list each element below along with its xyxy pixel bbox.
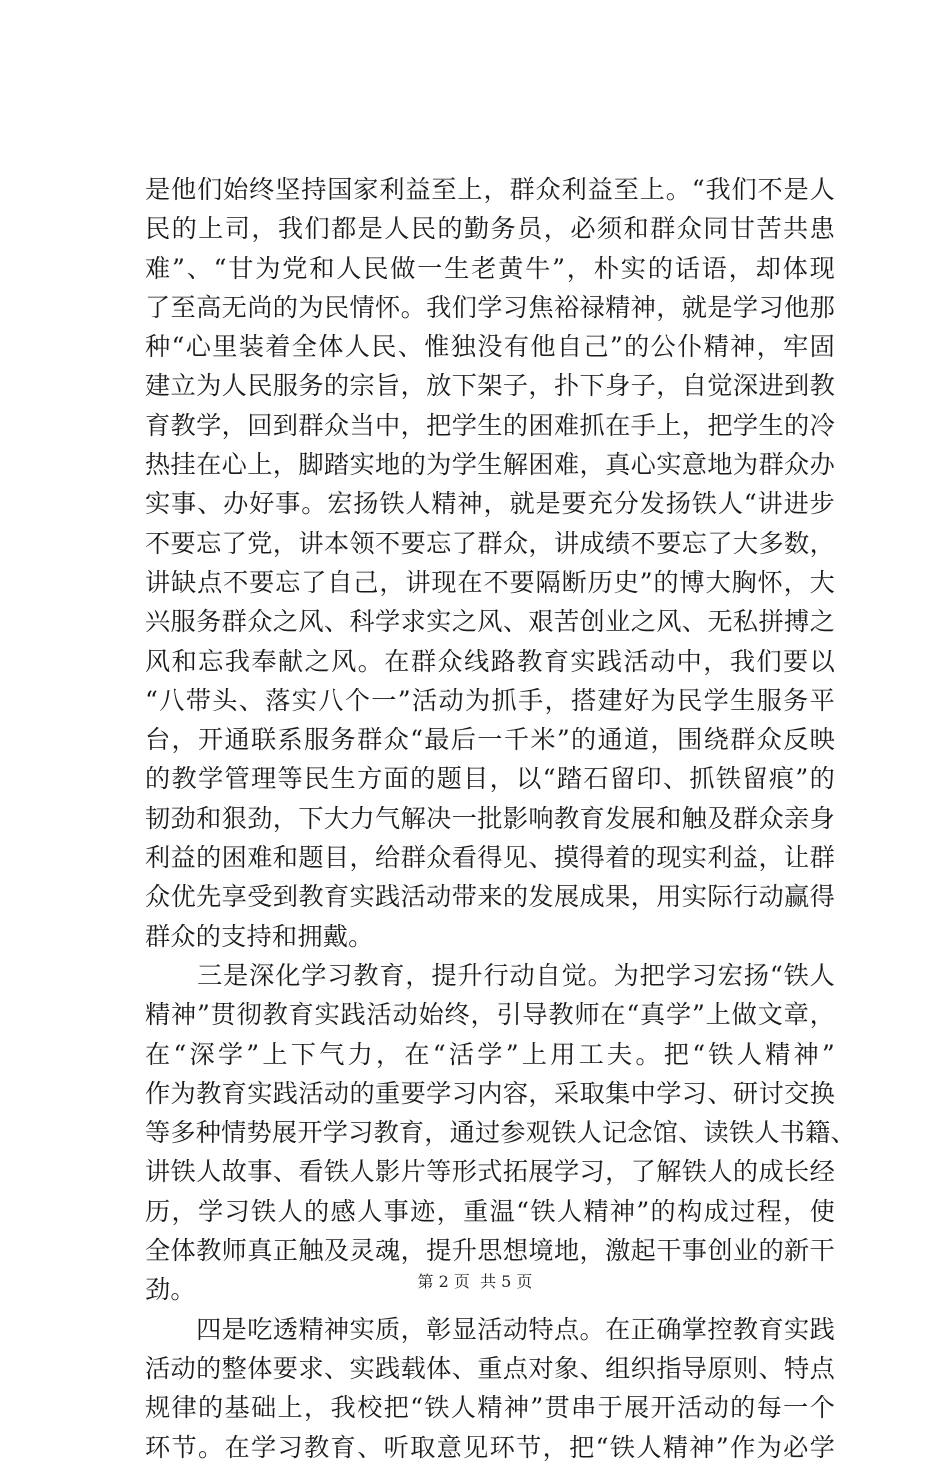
text-line: 利益的困难和题目，给群众看得见、摸得着的现实利益，让群 — [145, 843, 835, 873]
text-line: 实事、办好事。宏扬铁人精神，就是要充分发扬铁人“讲进步 — [145, 489, 835, 519]
text-line: 精神”贯彻教育实践活动始终，引导教师在“真学”上做文章， — [145, 1000, 835, 1030]
text-line: 难”、“甘为党和人民做一生老黄牛”，朴实的话语，却体现 — [145, 253, 835, 283]
text-line: 民的上司，我们都是人民的勤务员，必须和群众同甘苦共患 — [145, 214, 835, 244]
text-line: 讲铁人故事、看铁人影片等形式拓展学习，了解铁人的成长经 — [145, 1157, 835, 1187]
text-line: 规律的基础上，我校把“铁人精神”贯串于展开活动的每一个 — [145, 1393, 835, 1423]
text-line: 讲缺点不要忘了自己，讲现在不要隔断历史”的博大胸怀，大 — [145, 567, 835, 597]
text-line: 的教学管理等民生方面的题目，以“踏石留印、抓铁留痕”的 — [145, 764, 835, 794]
text-line: 不要忘了党，讲本领不要忘了群众，讲成绩不要忘了大多数， — [145, 528, 835, 558]
text-line: 了至高无尚的为民情怀。我们学习焦裕禄精神，就是学习他那 — [145, 292, 835, 322]
page-number-footer: 第 2 页 共 5 页 — [417, 1272, 533, 1291]
text-line: 群众的支持和拥戴。 — [145, 921, 374, 951]
text-line: 台，开通联系服务群众“最后一千米”的通道，围绕群众反映 — [145, 725, 835, 755]
text-line: 四是吃透精神实质，彰显活动特点。在正确掌控教育实践 — [145, 1314, 835, 1344]
text-line: 历，学习铁人的感人事迹，重温“铁人精神”的构成过程，使 — [145, 1196, 835, 1226]
text-line: 劲。 — [145, 1275, 196, 1305]
text-line: 活动的整体要求、实践载体、重点对象、组织指导原则、特点 — [145, 1353, 835, 1383]
text-line: 全体教师真正触及灵魂，提升思想境地，激起干事创业的新干 — [145, 1236, 835, 1266]
text-line: 风和忘我奉献之风。在群众线路教育实践活动中，我们要以 — [145, 646, 835, 676]
text-line: 种“心里装着全体人民、惟独没有他自己”的公仆精神，牢固 — [145, 332, 835, 362]
text-line: 等多种情势展开学习教育，通过参观铁人记念馆、读铁人书籍、 — [145, 1118, 856, 1148]
text-line: 育教学，回到群众当中，把学生的困难抓在手上，把学生的冷 — [145, 410, 835, 440]
text-line: 三是深化学习教育，提升行动自觉。为把学习宏扬“铁人 — [145, 960, 835, 990]
text-line: 作为教育实践活动的重要学习内容，采取集中学习、研讨交换 — [145, 1078, 835, 1108]
text-line: 环节。在学习教育、听取意见环节，把“铁人精神”作为必学 — [145, 1432, 835, 1462]
text-line: 热挂在心上，脚踏实地的为学生解困难，真心实意地为群众办 — [145, 450, 835, 480]
text-line: 在“深学”上下气力，在“活学”上用工夫。把“铁人精神” — [145, 1039, 835, 1069]
text-line: 韧劲和狠劲，下大力气解决一批影响教育发展和触及群众亲身 — [145, 803, 835, 833]
text-line: 建立为人民服务的宗旨，放下架子，扑下身子，自觉深进到教 — [145, 371, 835, 401]
text-line: 众优先享受到教育实践活动带来的发展成果，用实际行动赢得 — [145, 882, 835, 912]
text-line: 是他们始终坚持国家利益至上，群众利益至上。“我们不是人 — [145, 175, 835, 204]
text-line: 兴服务群众之风、科学求实之风、艰苦创业之风、无私拼搏之 — [145, 607, 835, 637]
text-line: “八带头、落实八个一”活动为抓手，搭建好为民学生服务平 — [145, 685, 835, 715]
